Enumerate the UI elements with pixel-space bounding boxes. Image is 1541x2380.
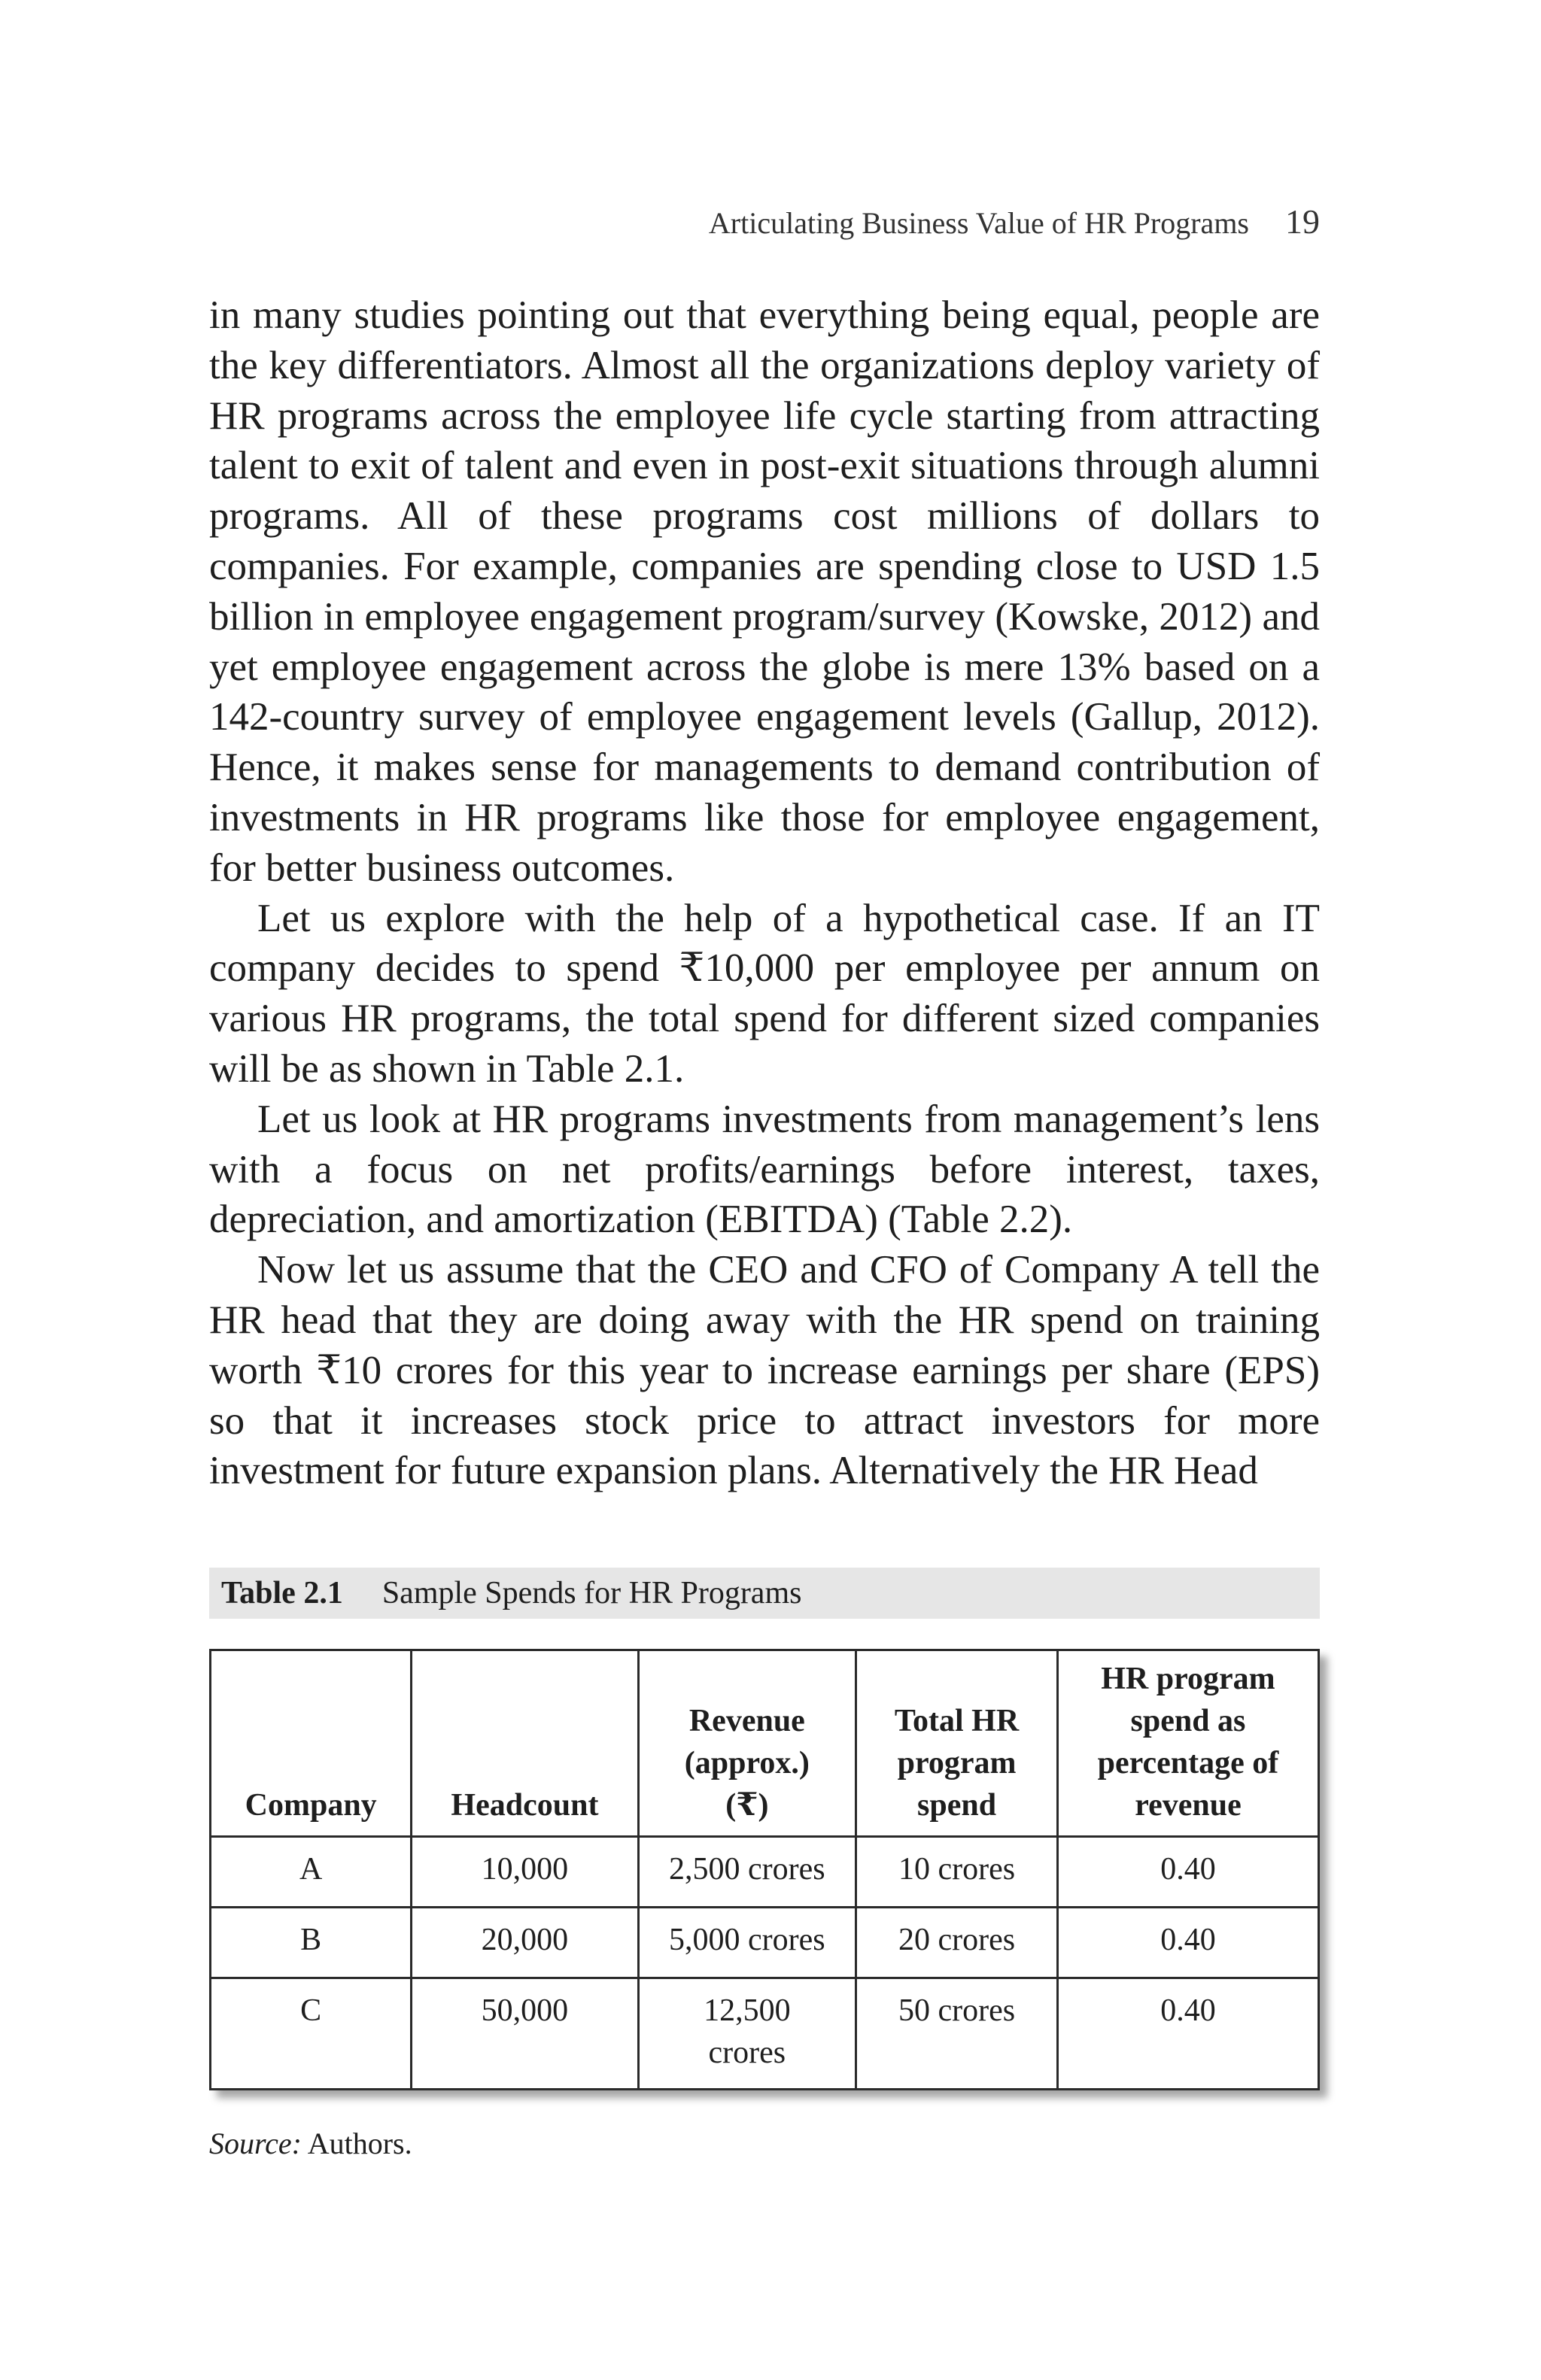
table-source [209, 2126, 412, 2161]
table-cell: A [211, 1837, 412, 1908]
table-container [209, 1649, 1320, 2090]
column-header-total-spend: Total HR program spend [856, 1650, 1058, 1837]
table-cell: 5,000 crores [638, 1908, 856, 1978]
table-cell: 50,000 [412, 1978, 638, 2090]
paragraph: Let us explore with the help of a hypothetical case. If an IT company decides to spend ₹10,000 per employee per annum on various HR programs, the total spend for different sized companies will be as shown in Table 2.1. [209, 896, 1320, 1091]
table-cell: 20 crores [856, 1908, 1058, 1978]
table-row [211, 1908, 1319, 1978]
body-text [209, 290, 1320, 1496]
table-cell: 10,000 [412, 1837, 638, 1908]
table-caption [209, 1568, 1320, 1619]
column-header-spend-percentage: HR program spend as percentage of revenue [1057, 1650, 1318, 1837]
paragraph: Now let us assume that the CEO and CFO of Company A tell the HR head that they are doing away with the HR spend on training worth ₹10 crores for this year to increase earnings per share (EPS) so that it increases stock price to attract investors for more investment for future expansion plans. Alternatively the HR Head [209, 1248, 1320, 1493]
table-cell: 10 crores [856, 1837, 1058, 1908]
table-cell: 0.40 [1057, 1908, 1318, 1978]
table-cell: 2,500 crores [638, 1837, 856, 1908]
source-label: Source: [209, 2127, 302, 2160]
table-cell: 20,000 [412, 1908, 638, 1978]
table-row [211, 1978, 1319, 2090]
paragraph: in many studies pointing out that everything being equal, people are the key differentiators. Almost all the organizations deploy variety of HR programs across the employee life cycle starting from attracting talent to exit of talent and even in post-exit situations through alumni programs. All of these programs cost millions of dollars to companies. For example, companies are spending close to USD 1.5 billion in employee engagement program/survey (Kowske, 2012) and yet employee engagement across the globe is mere 13% based on a 142-country survey of employee engagement levels (Gallup, 2012). Hence, it makes sense for managements to demand contribution of investments in HR programs like those for employee engagement, for better business outcomes. [209, 293, 1320, 890]
table-header-row [211, 1650, 1319, 1837]
table-cell: 50 crores [856, 1978, 1058, 2090]
table-caption-title: Sample Spends for HR Programs [381, 1576, 802, 1610]
column-header-revenue: Revenue (approx.) (₹) [638, 1650, 856, 1837]
source-text: Authors. [307, 2127, 412, 2160]
column-header-headcount: Headcount [412, 1650, 638, 1837]
page-number: 19 [1285, 202, 1320, 241]
table-cell: 12,500 crores [638, 1978, 856, 2090]
column-header-company: Company [211, 1650, 412, 1837]
table-cell: B [211, 1908, 412, 1978]
table-row [211, 1837, 1319, 1908]
hr-spend-table [209, 1649, 1320, 2090]
table-caption-number: Table 2.1 [221, 1576, 343, 1610]
running-title: Articulating Business Value of HR Programs [708, 206, 1249, 240]
paragraph: Let us look at HR programs investments from management’s lens with a focus on net profits/earnings before interest, taxes, depreciation, and amortization (EBITDA) (Table 2.2). [209, 1097, 1320, 1242]
table-cell: C [211, 1978, 412, 2090]
table-cell: 0.40 [1057, 1837, 1318, 1908]
running-header [709, 202, 1320, 241]
table-cell: 0.40 [1057, 1978, 1318, 2090]
